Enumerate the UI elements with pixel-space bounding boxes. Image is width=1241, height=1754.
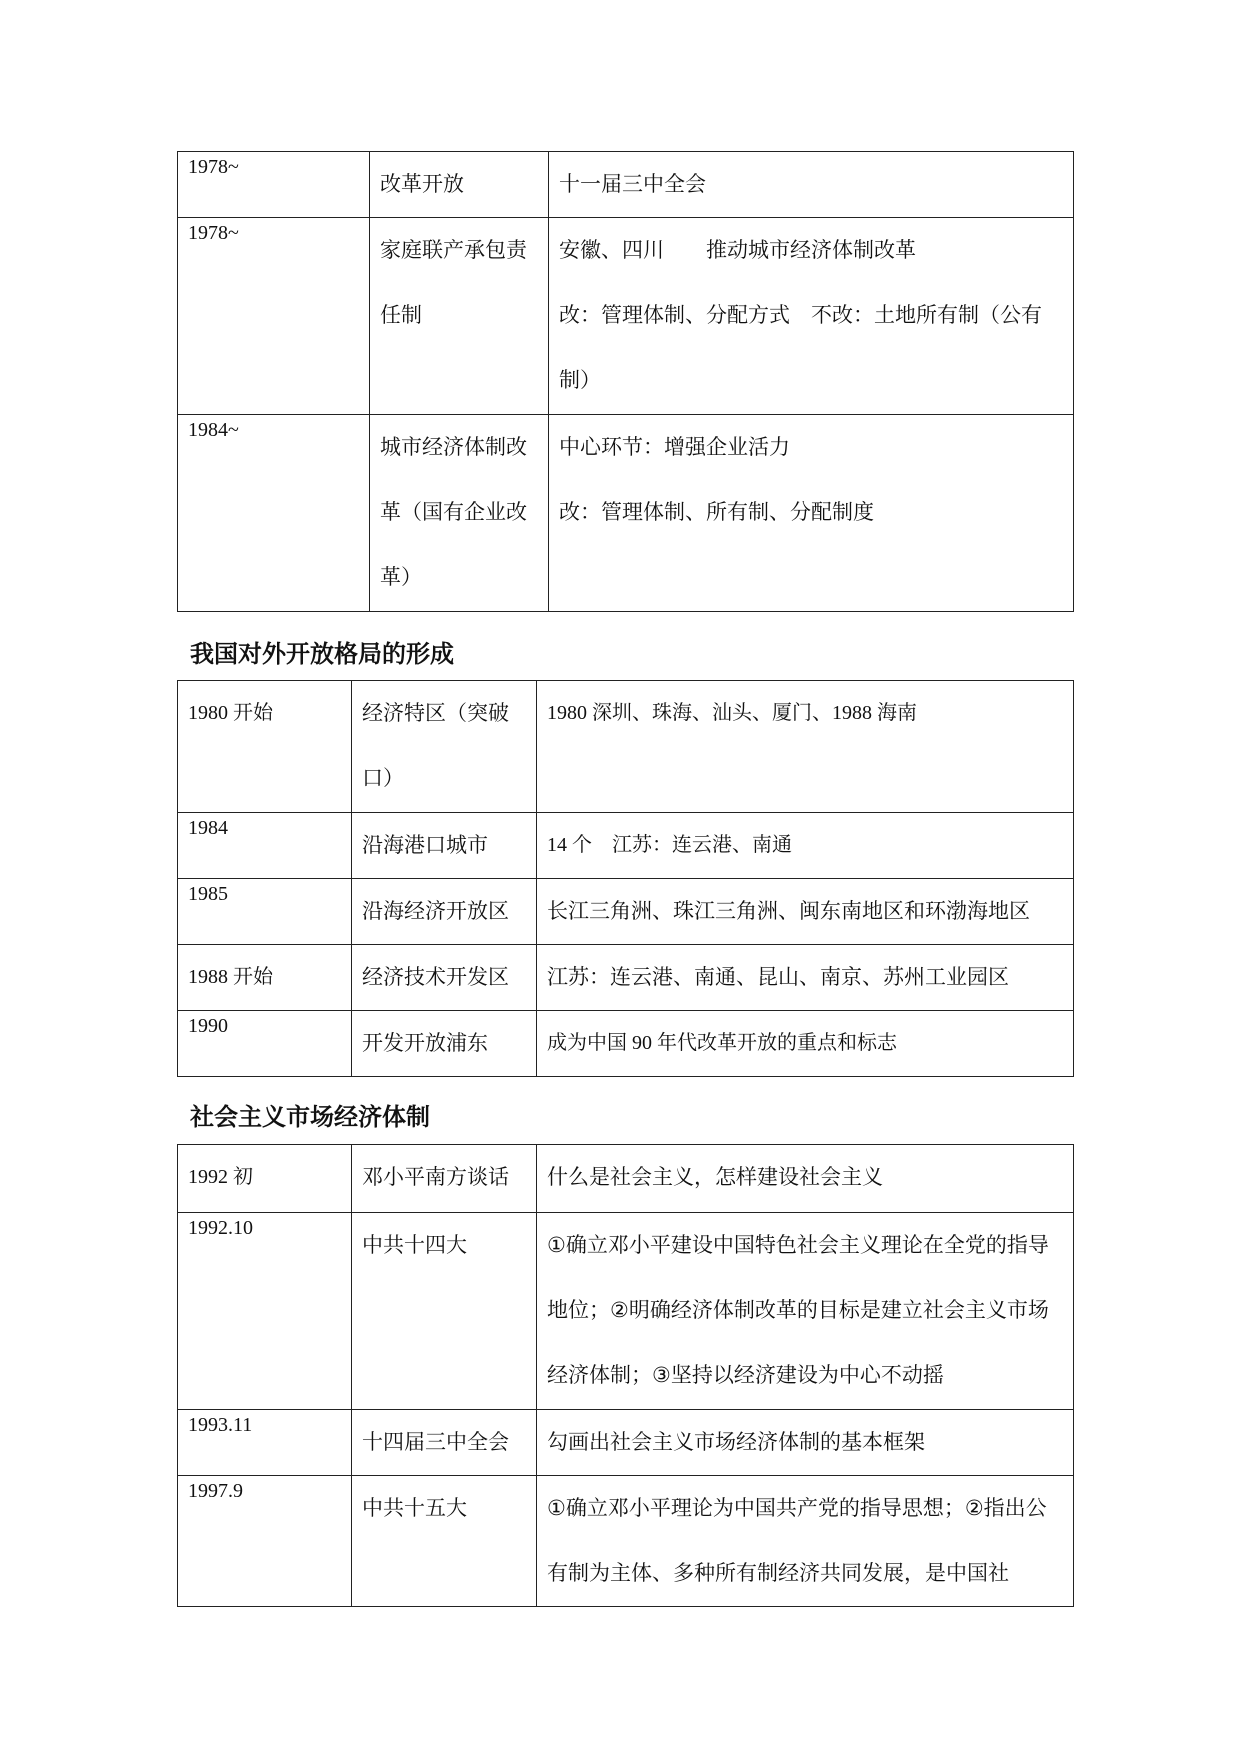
table-row bbox=[178, 415, 1074, 612]
event-cell: 经济技术开发区 bbox=[352, 945, 537, 1011]
event-cell: 经济特区（突破口） bbox=[352, 681, 537, 813]
year-cell: 1992 初 bbox=[178, 1145, 352, 1213]
event-cell: 改革开放 bbox=[370, 152, 549, 218]
year-cell: 1990 bbox=[178, 1011, 352, 1077]
detail-cell: 成为中国 90 年代改革开放的重点和标志 bbox=[537, 1011, 1074, 1077]
detail-line: 安徽、四川 推动城市经济体制改革 bbox=[559, 238, 916, 262]
table-row bbox=[178, 1213, 1074, 1410]
year-cell: 1978~ bbox=[178, 218, 370, 415]
table-row bbox=[178, 1476, 1074, 1607]
section-heading-market-economy: 社会主义市场经济体制 bbox=[190, 1103, 430, 1131]
table-row bbox=[178, 1145, 1074, 1213]
table-row bbox=[178, 1011, 1074, 1077]
opening-up-table bbox=[177, 680, 1074, 1077]
year-cell: 1993.11 bbox=[178, 1410, 352, 1476]
detail-cell: 14 个 江苏：连云港、南通 bbox=[537, 813, 1074, 879]
event-cell: 十四届三中全会 bbox=[352, 1410, 537, 1476]
reform-table bbox=[177, 151, 1074, 612]
detail-cell: ①确立邓小平理论为中国共产党的指导思想；②指出公有制为主体、多种所有制经济共同发展，是中国社 bbox=[537, 1476, 1074, 1607]
section-heading-opening-up: 我国对外开放格局的形成 bbox=[190, 640, 454, 668]
year-cell: 1988 开始 bbox=[178, 945, 352, 1011]
table-row bbox=[178, 1410, 1074, 1476]
event-cell: 中共十四大 bbox=[352, 1213, 537, 1410]
market-economy-table bbox=[177, 1144, 1074, 1607]
detail-cell: ①确立邓小平建设中国特色社会主义理论在全党的指导地位；②明确经济体制改革的目标是建立社会主义市场经济体制；③坚持以经济建设为中心不动摇 bbox=[537, 1213, 1074, 1410]
detail-cell: 长江三角洲、珠江三角洲、闽东南地区和环渤海地区 bbox=[537, 879, 1074, 945]
table-row bbox=[178, 152, 1074, 218]
event-cell: 开发开放浦东 bbox=[352, 1011, 537, 1077]
detail-cell bbox=[549, 415, 1074, 612]
event-cell: 沿海港口城市 bbox=[352, 813, 537, 879]
event-cell: 中共十五大 bbox=[352, 1476, 537, 1607]
detail-cell: 勾画出社会主义市场经济体制的基本框架 bbox=[537, 1410, 1074, 1476]
year-cell: 1984~ bbox=[178, 415, 370, 612]
event-cell: 城市经济体制改革（国有企业改革） bbox=[370, 415, 549, 612]
event-cell: 邓小平南方谈话 bbox=[352, 1145, 537, 1213]
detail-cell: 1980 深圳、珠海、汕头、厦门、1988 海南 bbox=[537, 681, 1074, 813]
detail-line: 改：管理体制、所有制、分配制度 bbox=[559, 500, 874, 524]
year-cell: 1985 bbox=[178, 879, 352, 945]
event-cell: 家庭联产承包责任制 bbox=[370, 218, 549, 415]
table-row bbox=[178, 681, 1074, 813]
table-row bbox=[178, 813, 1074, 879]
detail-cell bbox=[549, 218, 1074, 415]
year-cell: 1984 bbox=[178, 813, 352, 879]
event-cell: 沿海经济开放区 bbox=[352, 879, 537, 945]
table-row bbox=[178, 218, 1074, 415]
table-row bbox=[178, 945, 1074, 1011]
detail-cell: 江苏：连云港、南通、昆山、南京、苏州工业园区 bbox=[537, 945, 1074, 1011]
detail-cell: 什么是社会主义，怎样建设社会主义 bbox=[537, 1145, 1074, 1213]
detail-cell: 十一届三中全会 bbox=[549, 152, 1074, 218]
detail-line: 中心环节：增强企业活力 bbox=[559, 435, 790, 459]
year-cell: 1978~ bbox=[178, 152, 370, 218]
detail-line: 改：管理体制、分配方式 不改：土地所有制（公有制） bbox=[559, 303, 1042, 392]
table-row bbox=[178, 879, 1074, 945]
year-cell: 1980 开始 bbox=[178, 681, 352, 813]
year-cell: 1997.9 bbox=[178, 1476, 352, 1607]
year-cell: 1992.10 bbox=[178, 1213, 352, 1410]
